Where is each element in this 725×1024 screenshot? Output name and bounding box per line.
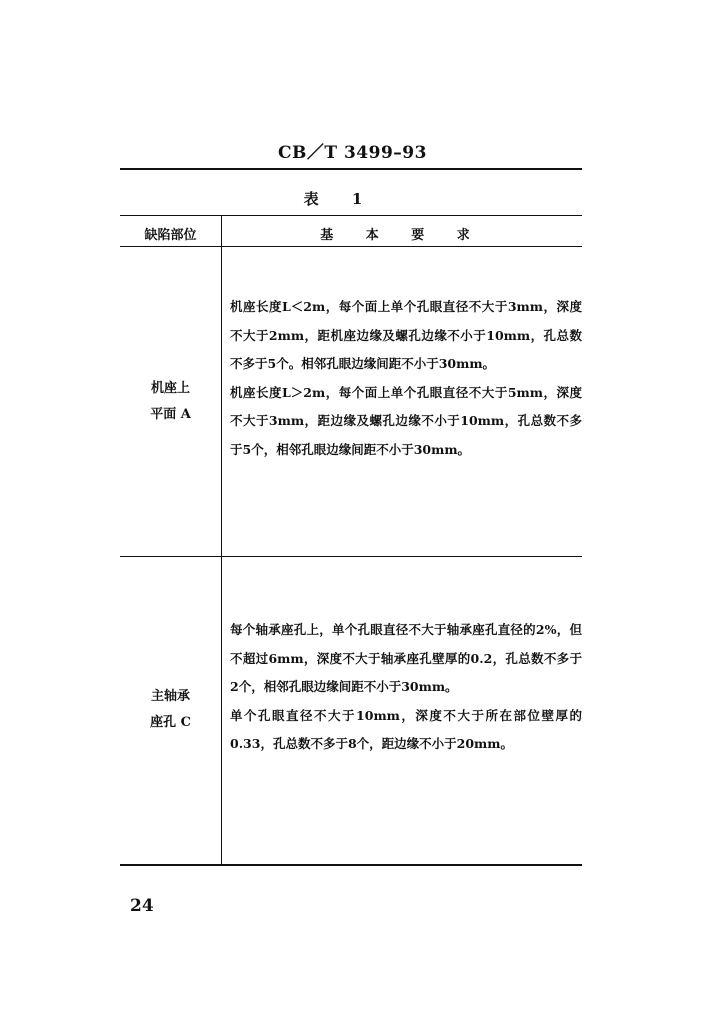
row-2-requirement-1: 每个轴承座孔上，单个孔眼直径不大于轴承座孔直径的2%，但不超过6mm，深度不大于轴承座孔壁厚的0.2，孔总数不多于2个，相邻孔眼边缘间距不小于30mm。 (230, 622, 582, 694)
row-2-requirement-2: 单个孔眼直径不大于10mm，深度不大于所在部位壁厚的0.33，孔总数不多于8个，距边缘不小于20mm。 (230, 707, 582, 751)
standard-code: CB／T 3499–93 (278, 143, 427, 163)
row-1-requirement-2: 机座长度L＞2m，每个面上单个孔眼直径不大于5mm，深度不大于3mm，距边缘及螺孔边缘不小于10mm，孔总数不多于5个，相邻孔眼边缘间距不小于30mm。 (230, 384, 582, 457)
row-2-location-line-1: 主轴承 (150, 689, 190, 704)
row-divider (120, 556, 582, 557)
header-defect-location: 缺陷部位 (144, 228, 197, 243)
row-2-requirements (230, 616, 582, 759)
row-1-location (120, 376, 221, 428)
row-2-location (120, 684, 221, 736)
page-number: 24 (130, 896, 154, 916)
row-1-requirements (230, 293, 582, 464)
row-1-requirement-1: 机座长度L＜2m，每个面上单个孔眼直径不大于3mm，深度不大于2mm，距机座边缘及螺孔边缘不小于10mm，孔总数不多于5个。相邻孔眼边缘间距不小于30mm。 (230, 299, 582, 371)
header-rule (120, 168, 582, 170)
header-basic-requirement: 基 本 要 求 (320, 228, 484, 243)
table-caption: 表 1 (303, 190, 377, 208)
row-1-location-line-2: 平面 A (150, 407, 191, 422)
header-divider (120, 246, 582, 247)
row-2-location-line-2: 座孔 C (150, 715, 191, 730)
requirements-table (120, 215, 582, 866)
row-1-location-line-1: 机座上 (150, 381, 190, 396)
column-divider (221, 216, 222, 864)
